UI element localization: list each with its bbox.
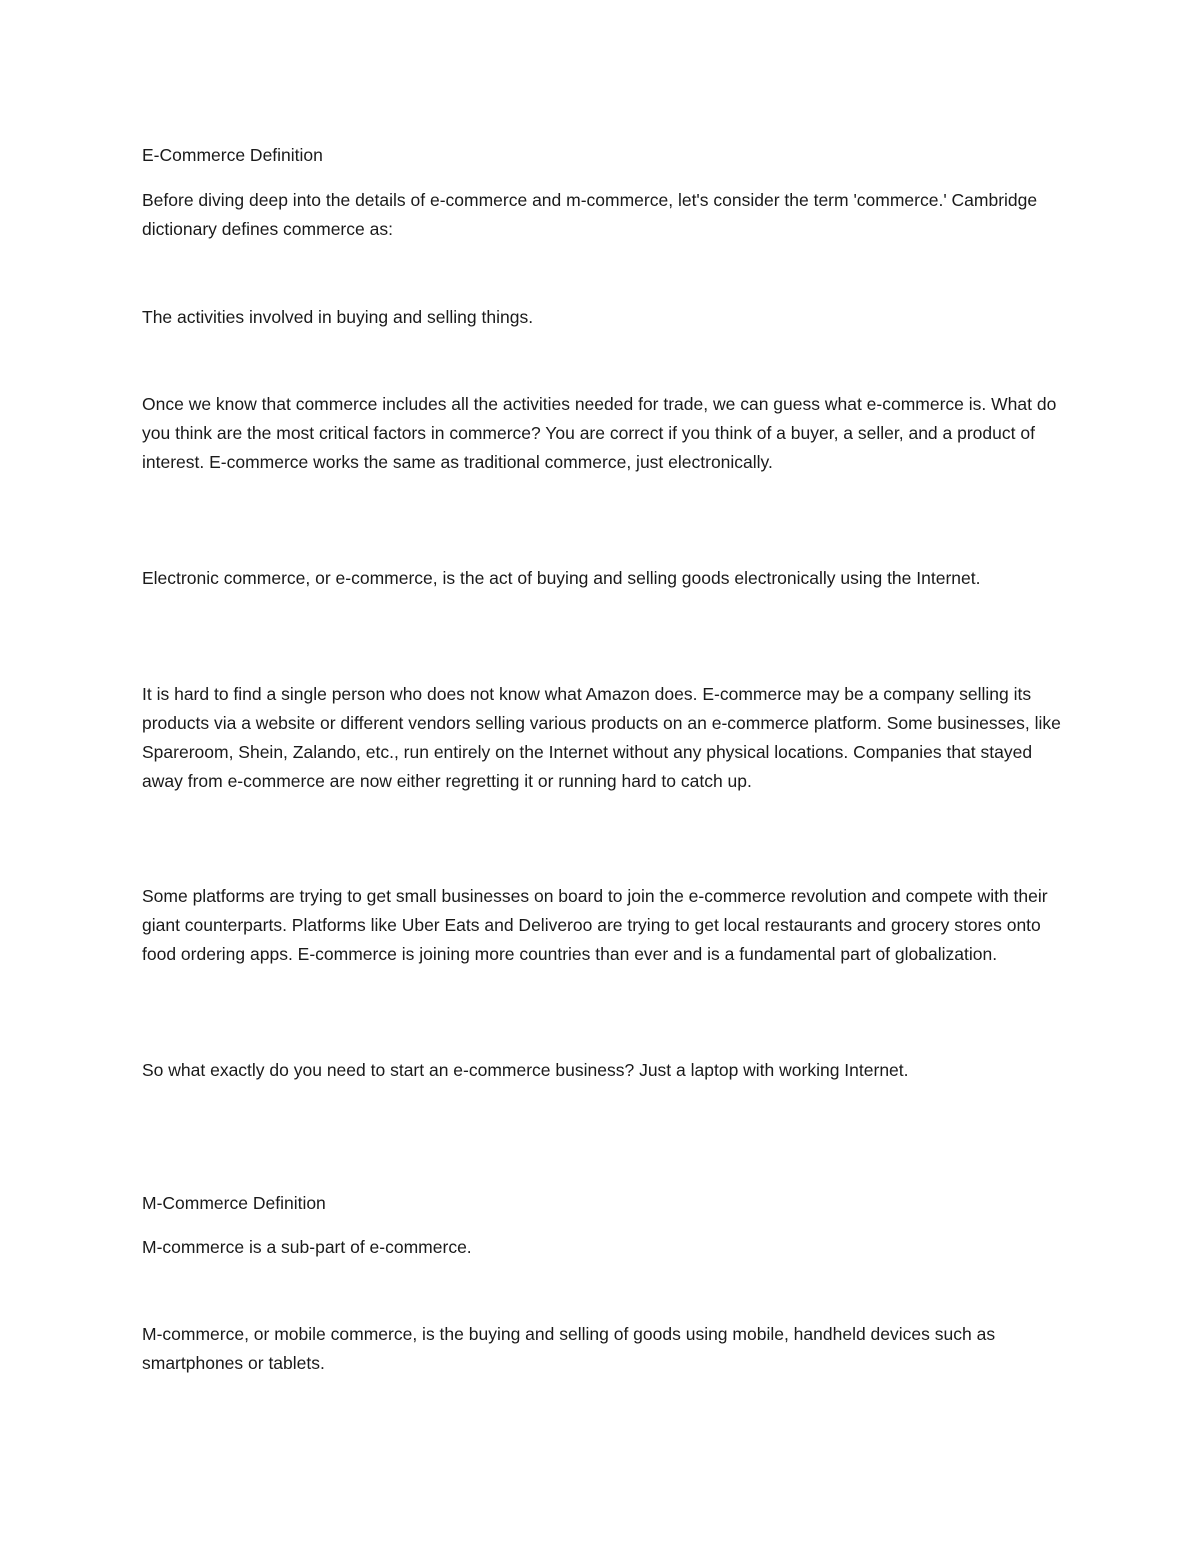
amazon-paragraph: It is hard to find a single person who does not know what Amazon does. E-commerce may be a company selling its products via a website or different vendors selling various products on an e-commerce platform. Some businesses, like Spareroom, Shein, Zalando, etc., run entirely on the Internet without any physical locations. Companies that stayed away from e-commerce are now either regretting it or running hard to catch up.: [142, 684, 1061, 791]
intro-paragraph: Before diving deep into the details of e-commerce and m-commerce, let's consider the term 'commerce.' Cambridge dictionary defines commerce as:: [142, 190, 1038, 239]
commerce-definition-quote: The activities involved in buying and selling things.: [142, 307, 534, 327]
ecommerce-definition-paragraph: Electronic commerce, or e-commerce, is the act of buying and selling goods electronically using the Internet.: [142, 568, 981, 588]
ecommerce-definition-heading: E-Commerce Definition: [142, 145, 323, 165]
mcommerce-subpart-paragraph: M-commerce is a sub-part of e-commerce.: [142, 1237, 472, 1257]
mcommerce-definition-heading: M-Commerce Definition: [142, 1193, 326, 1213]
mcommerce-definition-paragraph: M-commerce, or mobile commerce, is the buying and selling of goods using mobile, handheld devices such as smartphones or tablets.: [142, 1324, 996, 1373]
platforms-paragraph: Some platforms are trying to get small businesses on board to join the e-commerce revolution and compete with their giant counterparts. Platforms like Uber Eats and Deliveroo are trying to get local restaurants and grocery stores onto food ordering apps. E-commerce is joining more countries than ever and is a fundamental part of globalization.: [142, 886, 1048, 964]
ecommerce-explanation-paragraph: Once we know that commerce includes all the activities needed for trade, we can guess what e-commerce is. What do you think are the most critical factors in commerce? You are correct if you think of a buyer, a seller, and a product of interest. E-commerce works the same as traditional commerce, just electronically.: [142, 394, 1057, 472]
start-business-paragraph: So what exactly do you need to start an e-commerce business? Just a laptop with working Internet.: [142, 1060, 909, 1080]
